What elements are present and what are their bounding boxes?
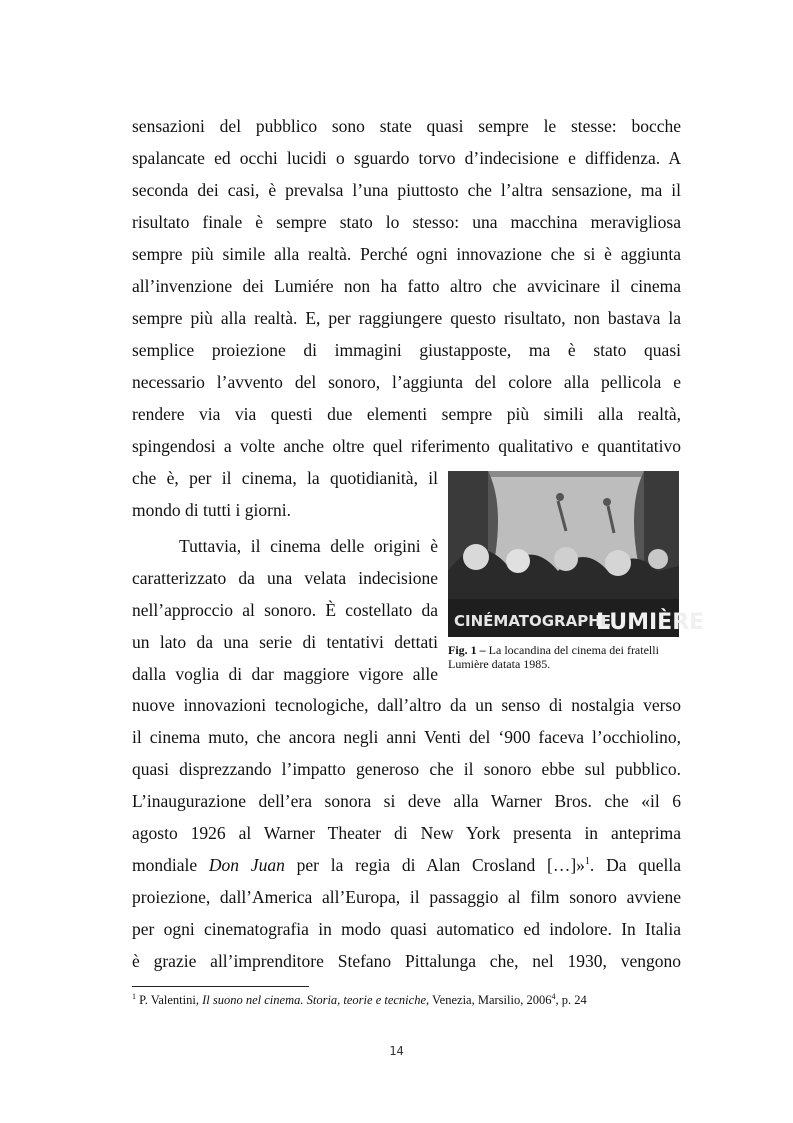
- caption-label: Fig. 1 –: [448, 643, 486, 657]
- footnote-book-title: Il suono nel cinema. Storia, teorie e tecniche: [202, 993, 427, 1007]
- poster-illustration: [448, 471, 705, 637]
- footnote-page: , p. 24: [555, 993, 587, 1007]
- body-line: Tuttavia, il cinema delle origini è: [179, 536, 438, 556]
- footnote-ref[interactable]: 1: [584, 856, 590, 867]
- footnote: [132, 992, 587, 1008]
- poster-title-left: CINÉMATOGRAPHE: [454, 612, 612, 630]
- body-line: per ogni cinematografia in modo quasi automatico ed indolore. In Italia: [132, 919, 681, 939]
- body-line: è grazie all’imprenditore Stefano Pittalunga che, nel 1930, vengono: [132, 951, 681, 971]
- line-text: per la regia di Alan Crosland […]»: [284, 855, 585, 875]
- body-line: semplice proiezione di immagini giustapposte, ma è stato quasi: [132, 340, 681, 360]
- body-line: caratterizzato da una velata indecisione: [132, 568, 438, 588]
- body-line: dalla voglia di dar maggiore vigore alle: [132, 664, 438, 684]
- body-line: sempre più alla realtà. E, per raggiungere questo risultato, non bastava la: [132, 308, 681, 328]
- body-line: seconda dei casi, è prevalsa l’una piuttosto che l’altra sensazione, ma il: [132, 180, 681, 200]
- line-text: . Da quella: [589, 855, 681, 875]
- body-line: rendere via via questi due elementi sempre più simili alla realtà,: [132, 404, 681, 424]
- body-line: quasi disprezzando l’impatto generoso che il sonoro ebbe sul pubblico.: [132, 759, 681, 779]
- poster-title-right: LUMIÈRE: [596, 610, 705, 635]
- body-line: proiezione, dall’America all’Europa, il passaggio al film sonoro avviene: [132, 887, 681, 907]
- page-number: 14: [389, 1044, 404, 1058]
- body-line: spalancate ed occhi lucidi o sguardo torvo d’indecisione e diffidenza. A: [132, 148, 681, 168]
- body-line: nell’approccio al sonoro. È costellato da: [132, 600, 438, 620]
- footnote-edition: 4: [551, 992, 556, 1001]
- caption-text: La locandina del cinema dei fratelli Lumière datata 1985.: [448, 643, 659, 671]
- body-line: L’inaugurazione dell’era sonora si deve alla Warner Bros. che «il 6: [132, 791, 681, 811]
- body-line: agosto 1926 al Warner Theater di New York presenta in anteprima: [132, 823, 681, 843]
- footnote-divider: [132, 986, 309, 987]
- body-line: [132, 853, 681, 877]
- body-line: all’invenzione dei Lumiére non ha fatto altro che avvicinare il cinema: [132, 276, 681, 296]
- film-title: Don Juan: [208, 855, 285, 875]
- body-line: necessario l’avvento del sonoro, l’aggiunta del colore alla pellicola e: [132, 372, 681, 392]
- figure-caption: [448, 643, 688, 671]
- body-line: il cinema muto, che ancora negli anni Venti del ‘900 faceva l’occhiolino,: [132, 727, 681, 747]
- body-line: sensazioni del pubblico sono state quasi sempre le stesse: bocche: [132, 116, 681, 136]
- footnote-number: 1: [132, 992, 136, 1001]
- body-line: un lato da una serie di tentativi dettati: [132, 632, 438, 652]
- line-text: mondiale: [132, 855, 209, 875]
- lumiere-poster-image: [448, 471, 705, 637]
- body-line: risultato finale è sempre stato lo stesso: una macchina meravigliosa: [132, 212, 681, 232]
- body-line: nuove innovazioni tecnologiche, dall’altro da un senso di nostalgia verso: [132, 695, 681, 715]
- body-line: che è, per il cinema, la quotidianità, il: [132, 468, 438, 488]
- body-line: spingendosi a volte anche oltre quel riferimento qualitativo e quantitativo: [132, 436, 681, 456]
- body-line: sempre più simile alla realtà. Perché ogni innovazione che si è aggiunta: [132, 244, 681, 264]
- footnote-author: P. Valentini,: [136, 993, 203, 1007]
- footnote-publisher: , Venezia, Marsilio, 2006: [426, 993, 552, 1007]
- body-line: mondo di tutti i giorni.: [132, 500, 291, 520]
